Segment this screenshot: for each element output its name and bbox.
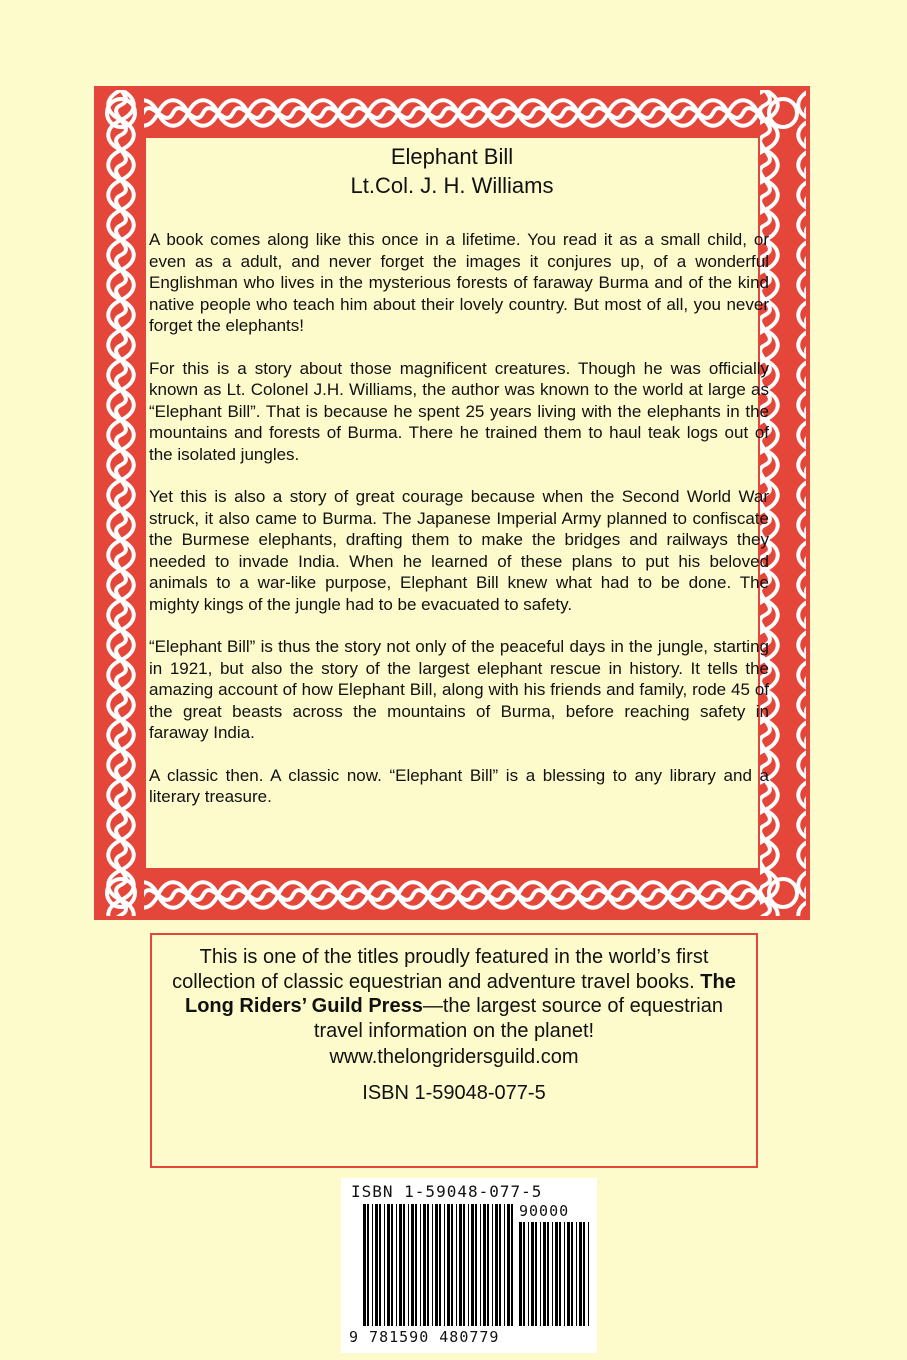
barcode-bar xyxy=(459,1204,462,1326)
publisher-name: The Long Riders’ Guild Press xyxy=(184,970,736,1017)
barcode-bar xyxy=(511,1204,513,1326)
book-author: Lt.Col. J. H. Williams xyxy=(350,173,554,198)
description-paragraph: A book comes along like this once in a lifetime. You read it as a small child, or even as a adult, and never forget the images it conjures up, of a wonderful Englishman who lives in the mysterious forests of faraway Burma and of the kind native people who teach him about their lovely country. But most of all, you never forget the elephants! xyxy=(149,230,769,335)
promo-intro: This is one of the titles proudly featured in the world’s first collection of classic equestrian and adventure travel books. xyxy=(172,946,709,993)
isbn-barcode xyxy=(341,1178,597,1353)
barcode-bar xyxy=(571,1222,573,1326)
barcode-bar xyxy=(387,1204,390,1326)
barcode-bar xyxy=(475,1204,477,1326)
barcode-bar xyxy=(439,1204,441,1326)
publisher-url: www.thelongridersguild.com xyxy=(329,1046,579,1068)
barcode-bar xyxy=(363,1204,366,1326)
barcode-bar xyxy=(559,1222,561,1326)
barcode-bar xyxy=(471,1204,474,1326)
barcode-bar xyxy=(480,1204,481,1326)
barcode-bar xyxy=(564,1222,565,1326)
book-heading xyxy=(94,142,810,200)
barcode-bar xyxy=(588,1222,589,1326)
barcode-isbn-label: ISBN 1-59048-077-5 xyxy=(351,1182,543,1201)
barcode-bar xyxy=(567,1222,570,1326)
barcode-bar xyxy=(583,1222,585,1326)
barcode-bar xyxy=(451,1204,453,1326)
barcode-bar xyxy=(408,1204,409,1326)
barcode-bar xyxy=(492,1204,493,1326)
barcode-bar xyxy=(523,1222,525,1326)
barcode-bar xyxy=(519,1222,522,1326)
barcode-bar xyxy=(379,1204,381,1326)
barcode-bar xyxy=(420,1204,421,1326)
promo-tagline: —the largest source of equestrian travel information on the planet! xyxy=(313,995,723,1042)
back-cover-content xyxy=(94,86,810,920)
barcode-bar xyxy=(435,1204,438,1326)
barcode-price-code: 90000 xyxy=(519,1202,570,1220)
barcode-bar xyxy=(391,1204,393,1326)
barcode-bar xyxy=(372,1204,373,1326)
barcode-bar xyxy=(423,1204,426,1326)
barcode-bar xyxy=(528,1222,529,1326)
barcode-bar xyxy=(547,1222,549,1326)
barcode-bar xyxy=(427,1204,429,1326)
promo-isbn: ISBN 1-59048-077-5 xyxy=(362,1081,546,1104)
barcode-bar xyxy=(447,1204,450,1326)
description-paragraph: “Elephant Bill” is thus the story not only of the peaceful days in the jungle, starting in 1921, but also the story of the largest elephant rescue in history. It tells the amazing account of how Elephant Bill, along with his friends and family, rode 45 of the great beasts across the mountains of Burma, before reaching safety in faraway India. xyxy=(149,637,769,742)
barcode-bar xyxy=(463,1204,465,1326)
barcode-bar xyxy=(456,1204,457,1326)
barcode-bar xyxy=(495,1204,498,1326)
barcode-bar xyxy=(444,1204,445,1326)
barcode-bar xyxy=(432,1204,433,1326)
description-paragraph: Yet this is also a story of great courage because when the Second World War struck, it also came to Burma. The Japanese Imperial Army planned to confiscate the Burmese elephants, drafting them to make the bridges and railways they needed to invade India. When he learned of these plans to put his beloved animals to a war-like purpose, Elephant Bill knew what had to be done. The mighty kings of the jungle had to be evacuated to safety. xyxy=(149,487,769,614)
barcode-bar xyxy=(483,1204,486,1326)
barcode-bar xyxy=(555,1222,558,1326)
barcode-bar xyxy=(499,1204,501,1326)
promo-text xyxy=(164,945,744,1043)
barcode-bar xyxy=(535,1222,537,1326)
description-paragraph: For this is a story about those magnificent creatures. Though he was officially known as Lt. Colonel J.H. Williams, the author was known to the world at large as “Elephant Bill”. That is because he spent 25 years living with the elephants in the mountains and forests of Burma. There he trained them to haul teak logs out of the isolated jungles. xyxy=(149,358,769,464)
barcode-bar xyxy=(415,1204,417,1326)
barcode-bar xyxy=(504,1204,505,1326)
barcode-bar xyxy=(375,1204,378,1326)
barcode-bar xyxy=(543,1222,546,1326)
book-description xyxy=(149,229,769,829)
publisher-promo-box xyxy=(150,933,758,1168)
barcode-bar xyxy=(540,1222,541,1326)
barcode-bar xyxy=(552,1222,553,1326)
barcode-bar xyxy=(507,1204,510,1326)
description-paragraph: A classic then. A classic now. “Elephant Bill” is a blessing to any library and a literary treasure. xyxy=(149,765,769,806)
barcode-bar xyxy=(411,1204,414,1326)
barcode-bar xyxy=(579,1222,582,1326)
barcode-bar xyxy=(468,1204,469,1326)
book-title: Elephant Bill xyxy=(390,144,514,169)
barcode-bar xyxy=(399,1204,402,1326)
barcode-bar xyxy=(367,1204,369,1326)
barcode-bar xyxy=(396,1204,397,1326)
barcode-ean-number: 9 781590 480779 xyxy=(349,1328,500,1346)
barcode-bar xyxy=(384,1204,385,1326)
barcode-bar xyxy=(403,1204,405,1326)
barcode-bar xyxy=(487,1204,489,1326)
barcode-bar xyxy=(531,1222,534,1326)
barcode-bar xyxy=(576,1222,577,1326)
